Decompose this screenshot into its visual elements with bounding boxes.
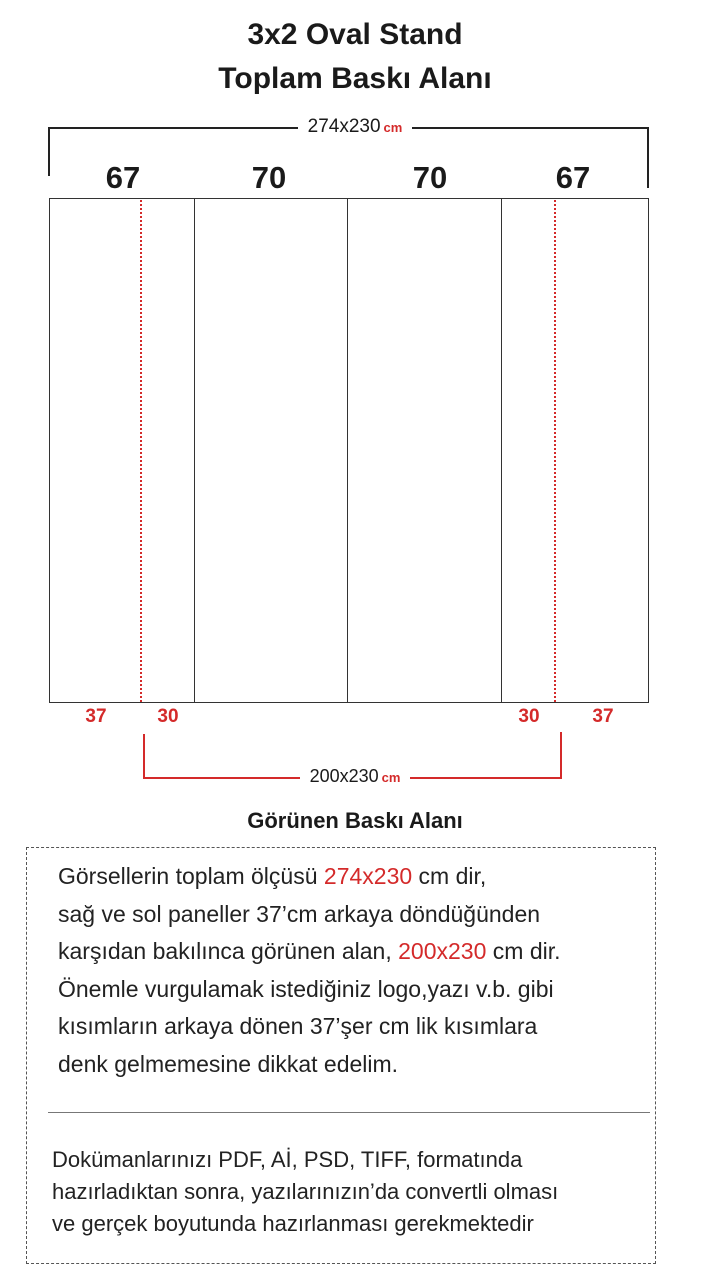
right-inner-fold-label: 30 (518, 706, 540, 727)
visible-dimension-label (300, 766, 411, 786)
panel-width-4: 67 (555, 160, 591, 195)
visible-dimension-value: 200x230 (309, 766, 379, 786)
panel-1 (49, 198, 196, 703)
info-format-line-2: hazırladıktan sonra, yazılarınızın’da convertli olması (52, 1179, 559, 1204)
total-dimension-value: 274x230 (307, 116, 381, 137)
left-outer-fold-label: 37 (85, 706, 107, 727)
panel-4 (501, 198, 649, 703)
info-divider (48, 1112, 650, 1113)
visible-dimension-unit: cm (381, 770, 401, 785)
title-line-1: 3x2 Oval Stand (247, 18, 463, 51)
total-dimension-unit: cm (383, 120, 403, 135)
visible-size-highlight: 200x230 (398, 938, 487, 965)
info-paragraph-2 (52, 1144, 672, 1240)
panel-2 (194, 198, 349, 703)
info-line-3: karşıdan bakılınca görünen alan, 200x230 cm dir. (58, 938, 561, 965)
title-line-2: Toplam Baskı Alanı (218, 62, 492, 95)
visible-area-title: Görünen Baskı Alanı (247, 808, 463, 833)
info-line-6: denk gelmemesine dikkat edelim. (58, 1050, 399, 1077)
left-inner-fold-label: 30 (157, 706, 179, 727)
right-fold-line (554, 200, 556, 702)
info-format-line-1: Dokümanlarınızı PDF, Aİ, PSD, TIFF, formatında (52, 1147, 523, 1172)
panel-width-2: 70 (251, 160, 287, 195)
left-fold-line (140, 200, 142, 702)
info-format-line-3: ve gerçek boyutunda hazırlanması gerekmektedir (52, 1211, 534, 1236)
right-outer-fold-label: 37 (592, 706, 614, 727)
panel-width-1: 67 (105, 160, 141, 195)
info-line-5: kısımların arkaya dönen 37’şer cm lik kısımlara (58, 1013, 538, 1040)
info-line-1: Görsellerin toplam ölçüsü 274x230 cm dir, (58, 863, 487, 889)
total-dimension-label (298, 116, 413, 137)
panel-width-3: 70 (412, 160, 448, 195)
visible-dimension-bracket (0, 720, 710, 800)
visible-dimension-label-wrap (0, 766, 710, 787)
info-paragraph-1 (58, 858, 668, 1084)
total-size-highlight: 274x230 (323, 863, 413, 889)
info-line-2: sağ ve sol paneller 37’cm arkaya döndüğünden (58, 900, 541, 927)
panel-3 (347, 198, 503, 703)
total-dimension-label-wrap (0, 116, 710, 138)
info-line-4: Önemle vurgulamak istediğiniz logo,yazı v.b. gibi (58, 975, 554, 1002)
